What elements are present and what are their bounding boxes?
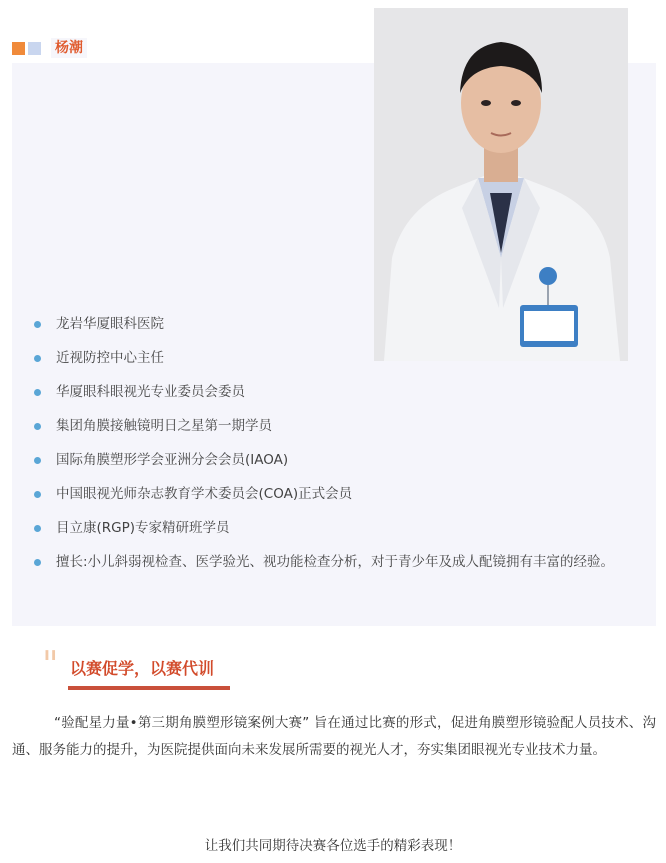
section-paragraph: “验配星力量•第三期角膜塑形镜案例大赛” 旨在通过比赛的形式，促进角膜塑形镜验配人员技术、沟通、服务能力的提升，为医院提供面向未来发展所需要的视光人才，夯实集团眼视光专业技术力量。 (12, 715, 656, 758)
section-underline (68, 686, 230, 690)
quote-mark-icon: " (42, 645, 59, 686)
credential-list (34, 313, 634, 585)
credential-item: 集团角膜接触镜明日之星第一期学员 (34, 415, 634, 437)
doctor-name: 杨潮 (51, 38, 87, 58)
doctor-photo (374, 8, 628, 361)
credential-item: 国际角膜塑形学会亚洲分会会员(IAOA) (34, 449, 634, 471)
credential-item: 中国眼视光师杂志教育学术委员会(COA)正式会员 (34, 483, 634, 505)
credential-item: 目立康(RGP)专家精研班学员 (34, 517, 634, 539)
credential-item: 华厦眼科眼视光专业委员会委员 (34, 381, 634, 403)
blue-square-icon (28, 42, 41, 55)
orange-square-icon (12, 42, 25, 55)
credential-item: 龙岩华厦眼科医院 (34, 313, 634, 335)
closing-text: 让我们共同期待决赛各位选手的精彩表现！ (204, 838, 462, 854)
name-tag (12, 38, 87, 58)
credential-item: 擅长:小儿斜弱视检查、医学验光、视功能检查分析，对于青少年及成人配镜拥有丰富的经验。 (34, 551, 634, 573)
credential-item: 近视防控中心主任 (34, 347, 634, 369)
section-title: 以赛促学，以赛代训 (70, 659, 215, 678)
